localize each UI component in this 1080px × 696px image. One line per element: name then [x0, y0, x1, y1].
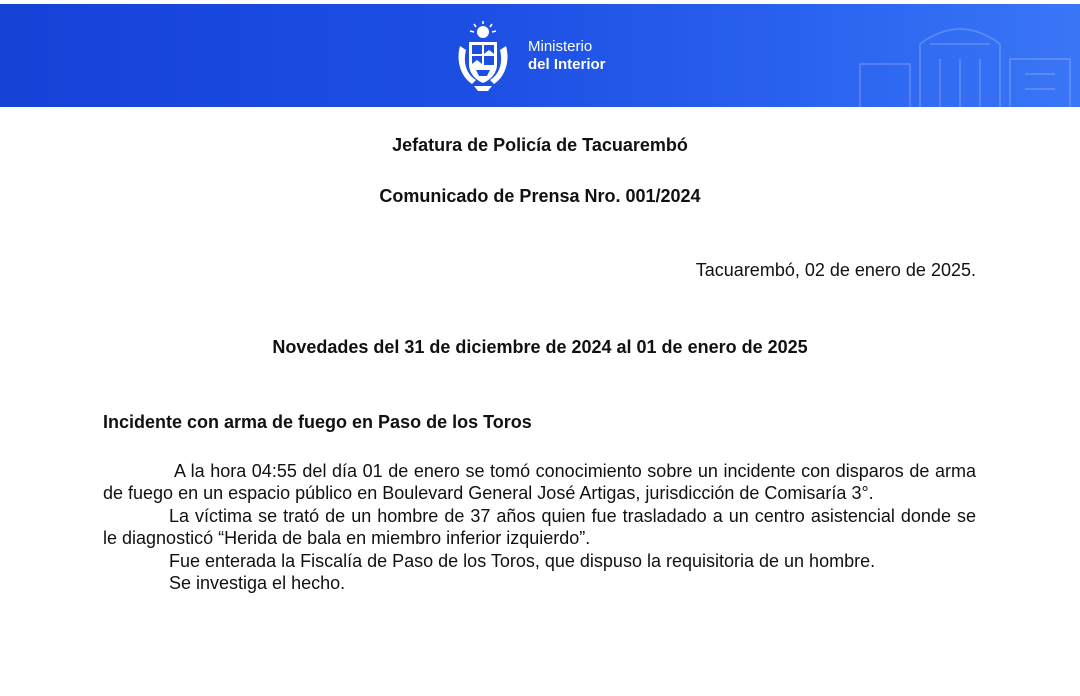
paragraph-2: La víctima se trató de un hombre de 37 años quien fue trasladado a un centro asistencial donde se le diagnosticó “Herida de bala en miembro inferior izquierdo”. [103, 505, 976, 549]
paragraph-3: Fue enterada la Fiscalía de Paso de los Toros, que dispuso la requisitoria de un hombre. [169, 550, 876, 571]
body-text [103, 460, 976, 594]
press-release-number: Comunicado de Prensa Nro. 001/2024 [379, 186, 701, 206]
paragraph-4: Se investiga el hecho. [169, 573, 346, 594]
header-banner [0, 4, 1080, 107]
ministry-brand [454, 20, 606, 92]
period-title: Novedades del 31 de diciembre de 2024 al 01 de enero de 2025 [272, 337, 808, 357]
date-line: Tacuarembó, 02 de enero de 2025. [695, 260, 976, 280]
document-heading: Jefatura de Policía de Tacuarembó [392, 135, 688, 155]
uruguay-coat-of-arms-seal-icon [454, 20, 512, 92]
section-title: Incidente con arma de fuego en Paso de los Toros [103, 412, 532, 432]
brand-line1: Ministerio [528, 38, 593, 55]
paragraph-1: A la hora 04:55 del día 01 de enero se tomó conocimiento sobre un incidente con disparos de arma de fuego en un espacio público en Boulevard General José Artigas, jurisdicción de Comisaría 3°. [103, 461, 976, 504]
brand-line2: del Interior [528, 56, 606, 73]
building-outline-decoration-icon [820, 4, 1080, 107]
ministry-name [528, 38, 606, 74]
